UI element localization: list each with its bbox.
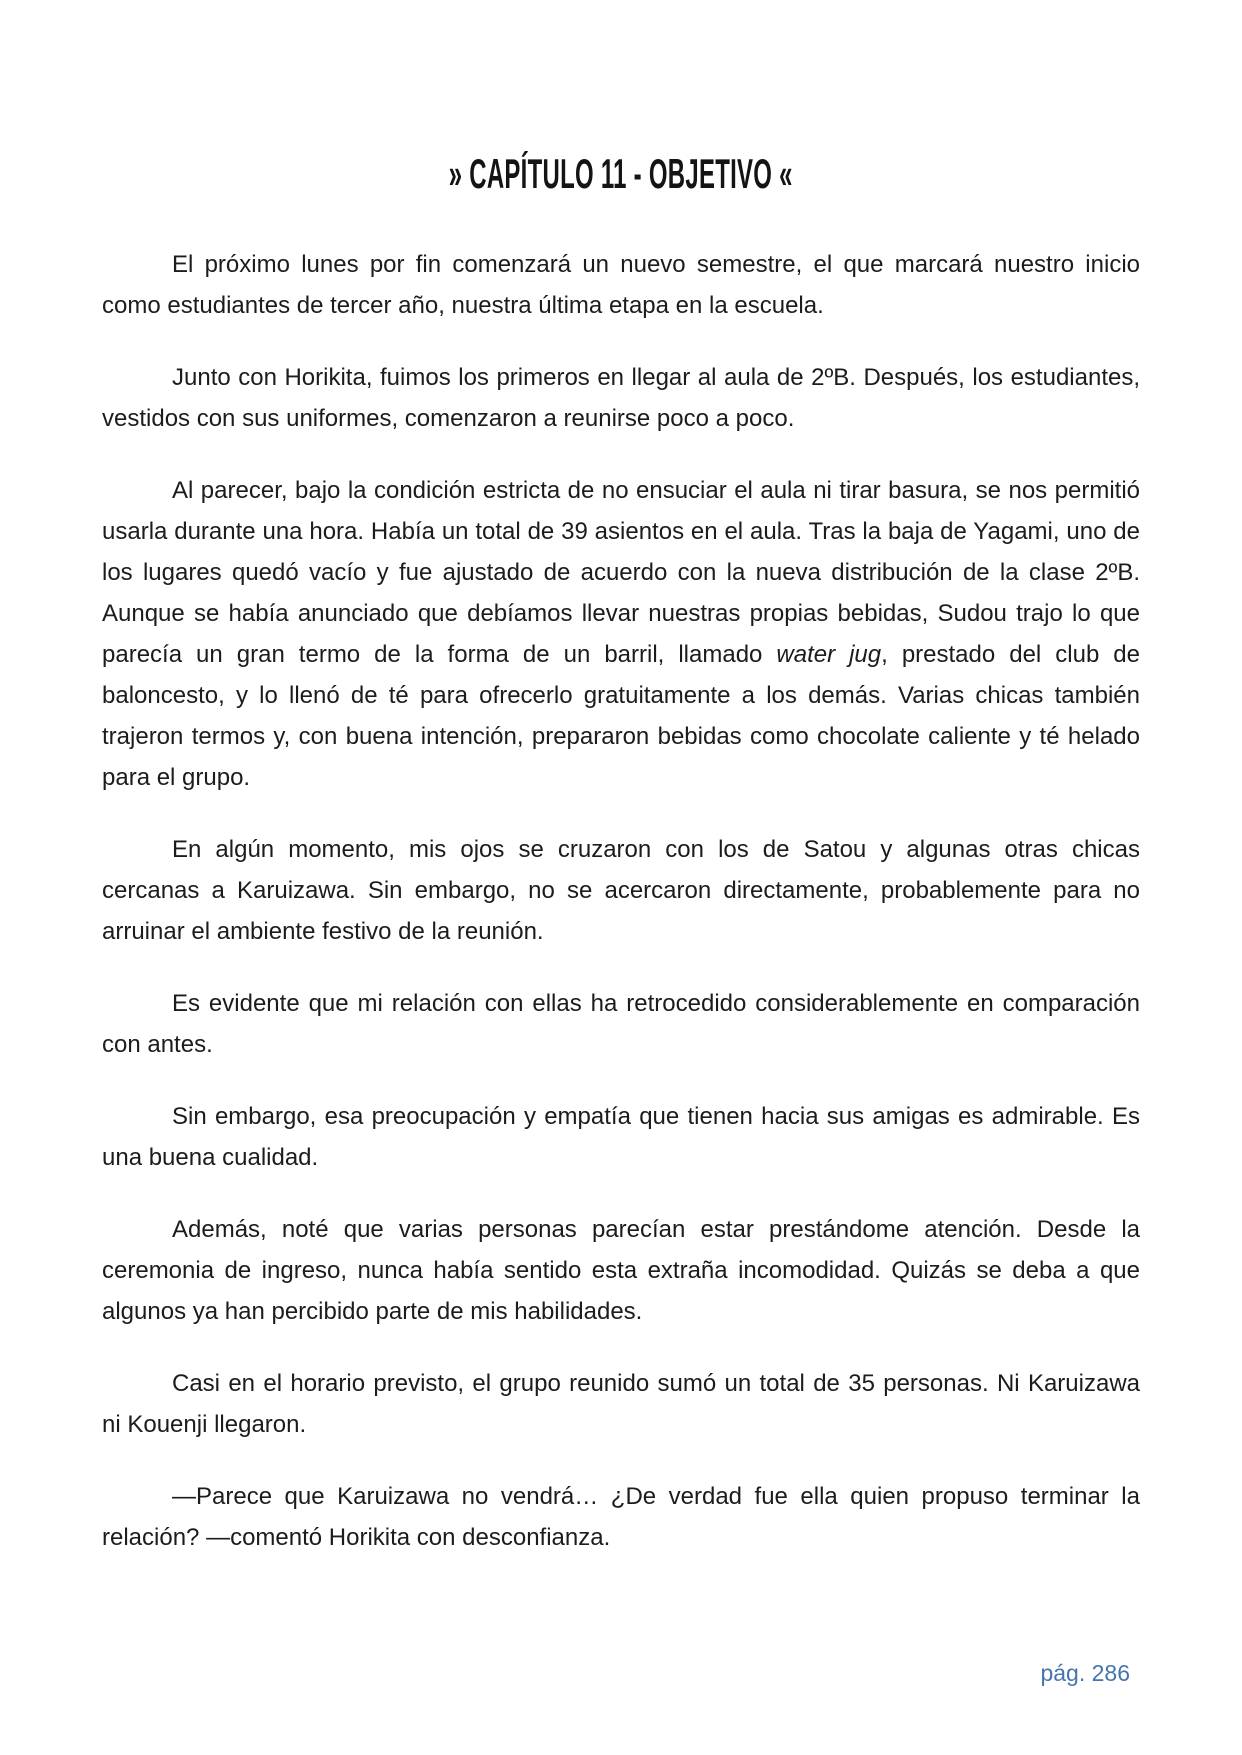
paragraph-3-post: , prestado del club de baloncesto, y lo llenó de té para ofrecerlo gratuitamente a los demás. Varias chicas también trajeron termos y, con buena intención, prepararon bebidas como chocolate caliente y té helado para el grupo. bbox=[102, 641, 1140, 791]
paragraph-3 bbox=[102, 470, 1140, 798]
paragraph-9: —Parece que Karuizawa no vendrá… ¿De verdad fue ella quien propuso terminar la relación? —comentó Horikita con desconfianza. bbox=[102, 1483, 1140, 1551]
paragraph-3-pre: Al parecer, bajo la condición estricta de no ensuciar el aula ni tirar basura, se nos permitió usarla durante una hora. Había un total de 39 asientos en el aula. Tras la baja de Yagami, uno de los lugares quedó vacío y fue ajustado de acuerdo con la nueva distribución de la clase 2ºB. Aunque se había anunciado que debíamos llevar nuestras propias bebidas, Sudou trajo lo que parecía un gran termo de la forma de un barril, llamado bbox=[102, 477, 1140, 668]
paragraph-1: El próximo lunes por fin comenzará un nuevo semestre, el que marcará nuestro inicio como estudiantes de tercer año, nuestra última etapa en la escuela. bbox=[102, 251, 1140, 319]
chapter-title-wrap bbox=[102, 0, 1140, 198]
paragraph-8: Casi en el horario previsto, el grupo reunido sumó un total de 35 personas. Ni Karuizawa ni Kouenji llegaron. bbox=[102, 1370, 1140, 1438]
paragraph-7: Además, noté que varias personas parecían estar prestándome atención. Desde la ceremonia de ingreso, nunca había sentido esta extraña incomodidad. Quizás se deba a que algunos ya han percibido parte de mis habilidades. bbox=[102, 1216, 1140, 1325]
chapter-title bbox=[102, 150, 1140, 198]
paragraph-4: En algún momento, mis ojos se cruzaron con los de Satou y algunas otras chicas cercanas a Karuizawa. Sin embargo, no se acercaron directamente, probablemente para no arruinar el ambiente festivo de la reunión. bbox=[102, 836, 1140, 945]
body-text bbox=[102, 244, 1140, 1558]
paragraph-5: Es evidente que mi relación con ellas ha retrocedido considerablemente en comparación con antes. bbox=[102, 990, 1140, 1058]
paragraph-6: Sin embargo, esa preocupación y empatía que tienen hacia sus amigas es admirable. Es una buena cualidad. bbox=[102, 1103, 1140, 1171]
italic-term: water jug bbox=[776, 641, 882, 668]
footer-page-number: pág. 286 bbox=[1040, 1660, 1130, 1686]
paragraph-2: Junto con Horikita, fuimos los primeros en llegar al aula de 2ºB. Después, los estudiantes, vestidos con sus uniformes, comenzaron a reunirse poco a poco. bbox=[102, 364, 1140, 432]
chapter-title-text: » CAPÍTULO 11 - OBJETIVO « bbox=[448, 150, 793, 197]
